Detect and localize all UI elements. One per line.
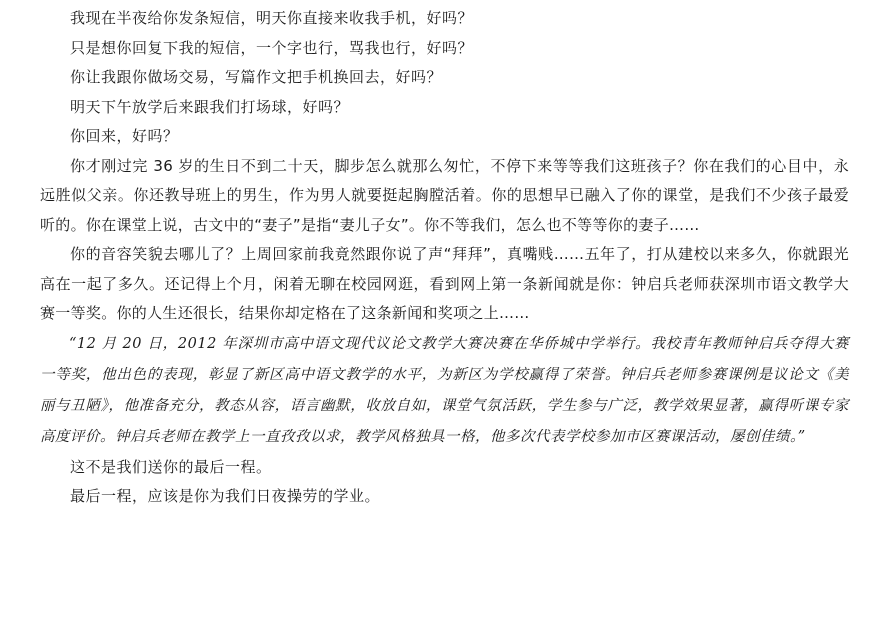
- paragraph-2: 只是想你回复下我的短信，一个字也行，骂我也行，好吗？: [70, 38, 474, 57]
- paragraph-7: 你的音容笑貌去哪儿了？上周回家前我竟然跟你说了声“拜拜”，真嘴贱……五年了，打从建校以来多久，你就跟光高在一起了多久。还记得上个月，闲着无聊在校园网逛，看到网上第一条新闻就是你：钟启兵老师获深圳市语文教学大赛一等奖。你的人生还很长，结果你却定格在了这条新闻和奖项之上……: [40, 245, 849, 322]
- closing-line-2: 最后一程，应该是你为我们日夜操劳的学业。: [70, 487, 381, 505]
- news-quote: “12 月 20 日，2012 年深圳市高中语文现代议论文教学大赛决赛在华侨城中学举行。我校青年教师钟启兵夺得大赛一等奖，他出色的表现，彰显了新区高中语文教学的水平，为新区为学校赢得了荣誉。钟启兵老师参赛课例是议论文《美丽与丑陋》，他准备充分，教态从容，语言幽默，收放自如，课堂气氛活跃，学生参与广泛，教学效果显著，赢得听课专家高度评价。钟启兵老师在教学上一直孜孜以求，教学风格独具一格，他多次代表学校参加市区赛课活动，屡创佳绩。”: [40, 335, 849, 445]
- paragraph-6: 你才刚过完 36 岁的生日不到二十天，脚步怎么就那么匆忙，不停下来等等我们这班孩子？你在我们的心目中，永远胜似父亲。你还教导班上的男生，作为男人就要挺起胸膛活着。你的思想早已融入了你的课堂，是我们不少孩子最爱听的。你在课堂上说，古文中的“妻子”是指“妻儿子女”。你不等我们，怎么也不等等你的妻子……: [40, 156, 849, 234]
- paragraph-5: 你回来，好吗？: [70, 127, 179, 145]
- paragraph-1: 我现在半夜给你发条短信，明天你直接来收我手机，好吗？: [70, 9, 474, 27]
- paragraph-4: 明天下午放学后来跟我们打场球，好吗？: [70, 97, 350, 116]
- closing-line-1: 这不是我们送你的最后一程。: [70, 457, 272, 476]
- paragraph-3: 你让我跟你做场交易，写篇作文把手机换回去，好吗？: [70, 68, 443, 86]
